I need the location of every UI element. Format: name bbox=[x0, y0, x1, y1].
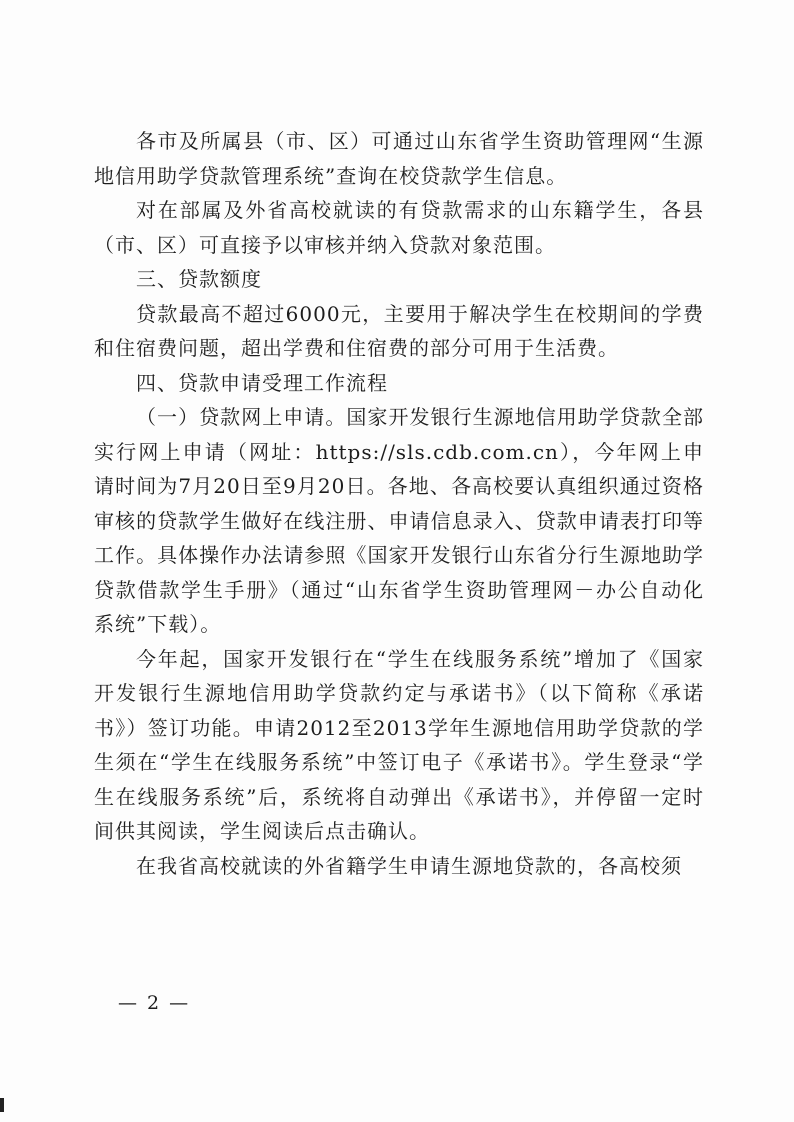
paragraph-out-of-province-students: 对在部属及外省高校就读的有贷款需求的山东籍学生，各县（市、区）可直接予以审核并纳入贷款对象范围。 bbox=[94, 198, 704, 257]
paragraph-commitment-letter: 今年起，国家开发银行在“学生在线服务系统”增加了《国家开发银行生源地信用助学贷款约定与承诺书》（以下简称《承诺书》）签订功能。申请2012至2013学年生源地信用助学贷款的学生须在“学生在线服务系统”中签订电子《承诺书》。学生登录“学生在线服务系统”后，系统将自动弹出《承诺书》，并停留一定时间供其阅读，学生阅读后点击确认。 bbox=[94, 646, 704, 843]
section-heading-application-process: 四、贷款申请受理工作流程 bbox=[136, 370, 388, 395]
paragraph-online-application: （一）贷款网上申请。国家开发银行生源地信用助学贷款全部实行网上申请（网址：https://sls.cdb.com.cn），今年网上申请时间为7月20日至9月20日。各地、各高校要认真组织通过资格审核的贷款学生做好在线注册、申请信息录入、贷款申请表打印等工作。具体操作办法请参照《国家开发银行山东省分行生源地助学贷款借款学生手册》（通过“山东省学生资助管理网－办公自动化系统”下载）。 bbox=[94, 405, 704, 636]
paragraph-query-system: 各市及所属县（市、区）可通过山东省学生资助管理网“生源地信用助学贷款管理系统”查询在校贷款学生信息。 bbox=[94, 129, 704, 188]
scan-edge-mark bbox=[0, 1098, 4, 1112]
section-heading-loan-amount: 三、贷款额度 bbox=[136, 267, 262, 291]
document-body bbox=[94, 124, 704, 883]
page-number: — 2 — bbox=[118, 992, 191, 1014]
paragraph-loan-amount: 贷款最高不超过6000元，主要用于解决学生在校期间的学费和住宿费问题，超出学费和住宿费的部分可用于生活费。 bbox=[94, 301, 704, 360]
paragraph-out-of-province-application: 在我省高校就读的外省籍学生申请生源地贷款的，各高校须 bbox=[136, 853, 682, 878]
